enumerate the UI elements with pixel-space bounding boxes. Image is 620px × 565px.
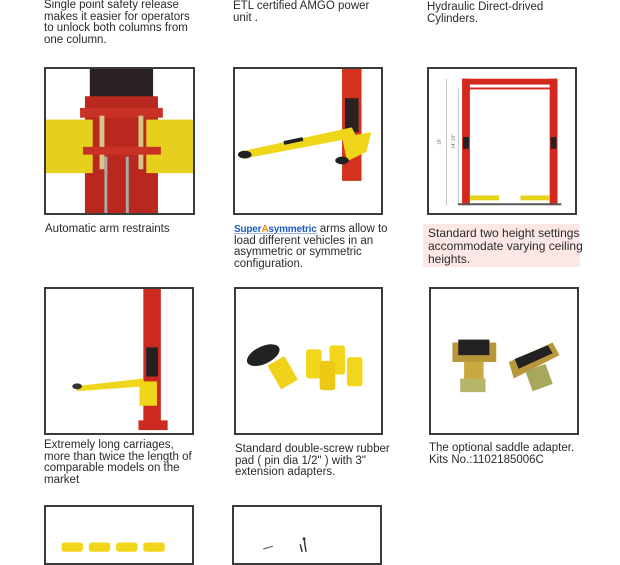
caption-line: ETL certified AMGO power: [233, 0, 370, 12]
caption-line: to unlock both columns from: [44, 22, 188, 34]
caption-line: Standard double-screw rubber: [235, 443, 390, 455]
caption-super-asymmetric: [234, 224, 388, 270]
caption-long-carriages: [44, 440, 192, 486]
rubber-pad-adapters-photo: [234, 287, 383, 435]
caption-line: Extremely long carriages,: [44, 439, 174, 451]
caption-line: unit .: [233, 11, 258, 24]
caption-line: more than twice the length of: [44, 450, 192, 463]
caption-line: Single point safety release: [44, 0, 179, 11]
caption-line: makes it easier for operators: [44, 10, 190, 23]
saddle-adapter-photo: [429, 287, 579, 435]
svg-text:15': 15': [437, 138, 443, 145]
caption-line: Cylinders.: [427, 12, 479, 25]
caption-power-unit: [233, 1, 369, 24]
caption-line: asymmetric or symmetric: [234, 246, 362, 258]
long-carriage-photo: [44, 287, 194, 435]
tools-photo: [232, 505, 382, 565]
caption-saddle-adapter: [429, 443, 574, 466]
logo-suffix: symmetric: [268, 224, 317, 235]
svg-text:14' 10": 14' 10": [451, 133, 457, 149]
super-asymmetric-arms-photo: [233, 67, 383, 215]
caption-safety-release: [44, 0, 190, 46]
caption-cylinders: [427, 2, 543, 25]
caption-line: load different vehicles in an: [234, 234, 374, 247]
super-asymmetric-logo: [234, 224, 317, 235]
logo-prefix: Super: [234, 224, 262, 235]
caption-line: Automatic arm restraints: [45, 223, 170, 235]
caption-line: pad ( pin dia 1/2" ) with 3": [235, 454, 366, 467]
caption-line: configuration.: [234, 257, 304, 270]
caption-line: [234, 224, 388, 236]
height-settings-diagram: [427, 67, 577, 215]
caption-line: Kits No.:1102185006C: [429, 453, 544, 466]
caption-line: extension adapters.: [235, 466, 336, 478]
caption-line: Standard two height settings: [428, 226, 580, 240]
caption-rubber-pad: [235, 444, 390, 479]
caption-line: The optional saddle adapter.: [429, 442, 575, 454]
logo-a-triangle: A: [261, 224, 269, 235]
caption-line: heights.: [428, 252, 471, 266]
caption-line: comparable models on the: [44, 462, 180, 474]
caption-line: market: [44, 473, 80, 486]
caption-height-settings: [428, 227, 583, 266]
caption-line: Hydraulic Direct-drived: [427, 1, 544, 13]
caption-line: one column.: [44, 33, 107, 46]
caption-text: arms allow to: [316, 223, 388, 235]
yellow-adapters-photo: [44, 505, 194, 565]
arm-restraints-photo: [44, 67, 195, 215]
caption-arm-restraints: [45, 224, 170, 236]
caption-line: accommodate varying ceiling: [428, 239, 583, 253]
